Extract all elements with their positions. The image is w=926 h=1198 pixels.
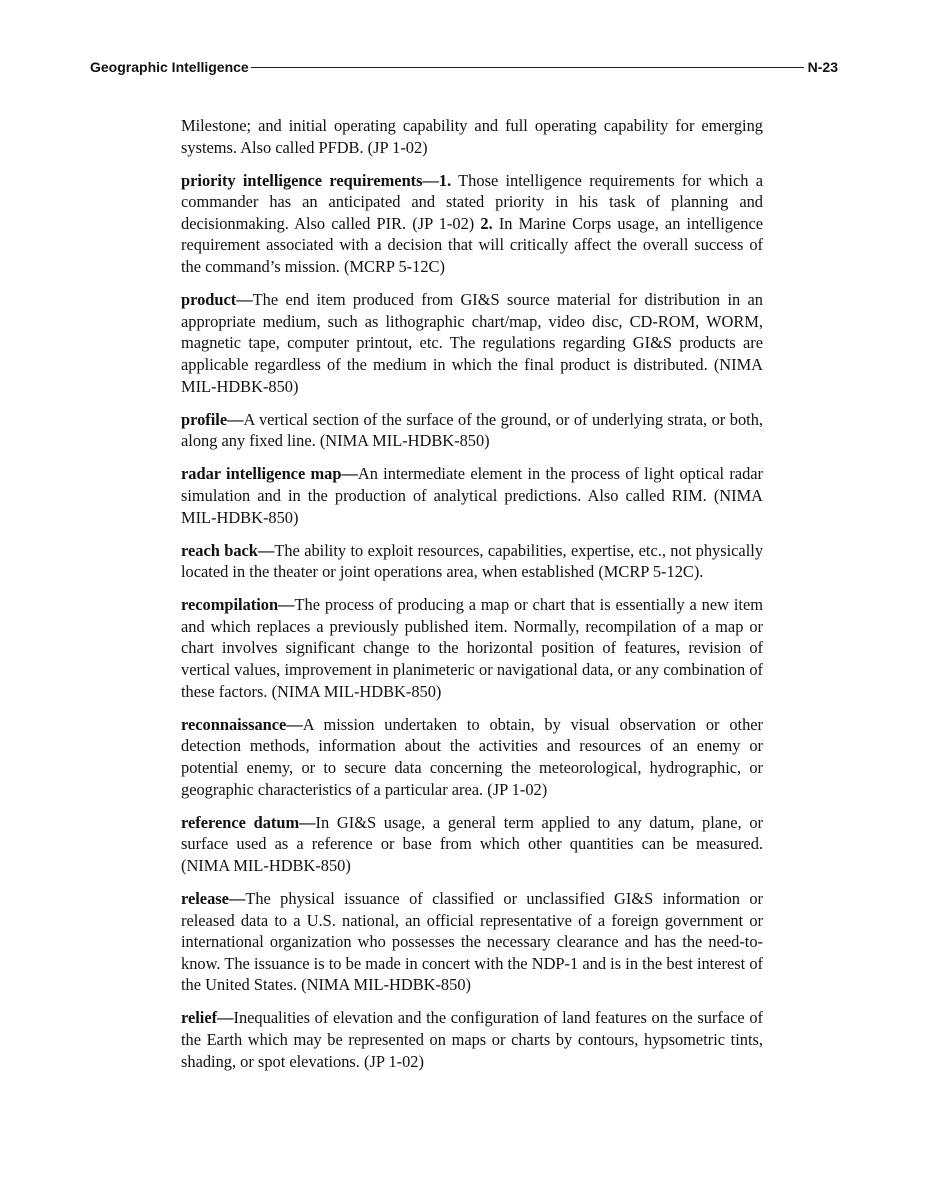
glossary-entry: radar intelligence map—An intermediate element in the process of light optical radar simulation and in the production of analytical predictions. Also called RIM. (NIMA MIL-HDBK-850) (181, 464, 763, 527)
glossary-entry: priority intelligence requirements—1. Those intelligence requirements for which a commander has an anticipated and stated priority in his task of planning and decisionmaking. Also called PIR. (JP 1-02) 2. In Marine Corps usage, an intelligence requirement associated with a decision that will critically affect the overall success of the command’s mission. (MCRP 5-12C) (181, 170, 764, 277)
entry-term: relief (181, 1008, 218, 1028)
glossary-entry: release—The physical issuance of classified or unclassified GI&S information or released data to a U.S. national, an official representative of a foreign government or international organization who possesses the necessary clearance and has the need-to-know. The issuance is to be made in concert with the NDP-1 and is in the best interest of the United States. (NIMA MIL-HDBK-850) (181, 888, 763, 995)
entry-term: priority intelligence requirements (181, 170, 423, 190)
glossary-entry: reconnaissance—A mission undertaken to obtain, by visual observation or other detection methods, information about the activities and resources of an enemy or potential enemy, or to secure data concerning the meteorological, hydrographic, or geographic characteristics of a particular area. (JP 1-02) (181, 714, 763, 799)
entry-term: recompilation (181, 595, 279, 615)
entry-term: reference datum (181, 812, 300, 832)
definition-number: 2. (480, 213, 493, 233)
entry-term: reconnaissance (181, 714, 287, 734)
entry-definition: The ability to exploit resources, capabilities, expertise, etc., not physically located in the theater or joint operations area, when established (MCRP 5-12C). (181, 540, 764, 582)
entry-term: reach back (181, 540, 258, 560)
glossary-entry: reference datum—In GI&S usage, a general term applied to any datum, plane, or surface used as a reference or base from which other quantities can be measured. (NIMA MIL-HDBK-850) (181, 812, 763, 875)
glossary-content (181, 115, 763, 1084)
header-title: Geographic Intelligence (90, 59, 249, 75)
entry-term: release (181, 888, 229, 908)
entry-term: product (181, 290, 237, 310)
entry-definition: A vertical section of the surface of the ground, or of underlying strata, or both, along any fixed line. (NIMA MIL-HDBK-850) (181, 409, 763, 451)
entry-definition: A mission undertaken to obtain, by visual observation or other detection methods, information about the activities and resources of an enemy or potential enemy, or to secure data concerning the meteorological, hydrographic, or geographic characteristics of a particular area. (JP 1-02) (181, 714, 763, 799)
entry-definition: The process of producing a map or chart that is essentially a new item and which replaces a previously published item. Normally, recompilation of a map or chart involves significant change to the horizontal position of features, revision of vertical values, improvement in planimeteric or navigational data, or any combination of these factors. (NIMA MIL-HDBK-850) (181, 595, 763, 701)
entry-definition: The end item produced from GI&S source material for distribution in an appropriate medium, such as lithographic chart/map, video disc, CD-ROM, WORM, magnetic tape, computer printout, etc. The regulations regarding GI&S products are applicable regardless of the medium in which the final product is distributed. (NIMA MIL-HDBK-850) (181, 290, 763, 396)
page-number: N-23 (807, 59, 838, 75)
definition-number: 1. (438, 170, 452, 190)
glossary-entry: reach back—The ability to exploit resources, capabilities, expertise, etc., not physically located in the theater or joint operations area, when established (MCRP 5-12C). (181, 540, 764, 582)
entry-definition: An intermediate element in the process of light optical radar simulation and in the production of analytical predictions. Also called RIM. (NIMA MIL-HDBK-850) (181, 464, 763, 527)
glossary-entry: recompilation—The process of producing a map or chart that is essentially a new item and which replaces a previously published item. Normally, recompilation of a map or chart involves significant change to the horizontal position of features, revision of vertical values, improvement in planimeteric or navigational data, or any combination of these factors. (NIMA MIL-HDBK-850) (181, 595, 763, 701)
entry-definition: In Marine Corps usage, an intelligence requirement associated with a decision that will critically affect the overall success of the command’s mission. (MCRP 5-12C) (181, 213, 764, 277)
glossary-entry: product—The end item produced from GI&S source material for distribution in an appropriate medium, such as lithographic chart/map, video disc, CD-ROM, WORM, magnetic tape, computer printout, etc. The regulations regarding GI&S products are applicable regardless of the medium in which the final product is distributed. (NIMA MIL-HDBK-850) (181, 290, 763, 396)
entry-definition: In GI&S usage, a general term applied to any datum, plane, or surface used as a reference or base from which other quantities can be measured. (NIMA MIL-HDBK-850) (181, 812, 763, 875)
running-header (90, 58, 838, 76)
entry-definition: Inequalities of elevation and the configuration of land features on the surface of the Earth which may be represented on maps or charts by contours, hypsometric tints, shading, or spot elevations. (JP 1-02) (181, 1008, 763, 1071)
glossary-entry: profile—A vertical section of the surface of the ground, or of underlying strata, or both, along any fixed line. (NIMA MIL-HDBK-850) (181, 409, 763, 451)
entry-term: profile (181, 409, 228, 429)
glossary-entry: relief—Inequalities of elevation and the configuration of land features on the surface of the Earth which may be represented on maps or charts by contours, hypsometric tints, shading, or spot elevations. (JP 1-02) (181, 1008, 763, 1071)
entry-term: radar intelligence map (181, 464, 342, 484)
entry-definition: The physical issuance of classified or unclassified GI&S information or released data to a U.S. national, an official representative of a foreign government or international organization who possesses the necessary clearance and has the need-to-know. The issuance is to be made in concert with the NDP-1 and is in the best interest of the United States. (NIMA MIL-HDBK-850) (181, 888, 763, 995)
continuation-paragraph: Milestone; and initial operating capability and full operating capability for emerging systems. Also called PFDB. (JP 1-02) (181, 116, 763, 157)
header-rule (251, 67, 804, 68)
entry-definition: Those intelligence requirements for which a commander has an anticipated and stated priority in his task of planning and decisionmaking. Also called PIR. (JP 1-02) (181, 170, 763, 233)
